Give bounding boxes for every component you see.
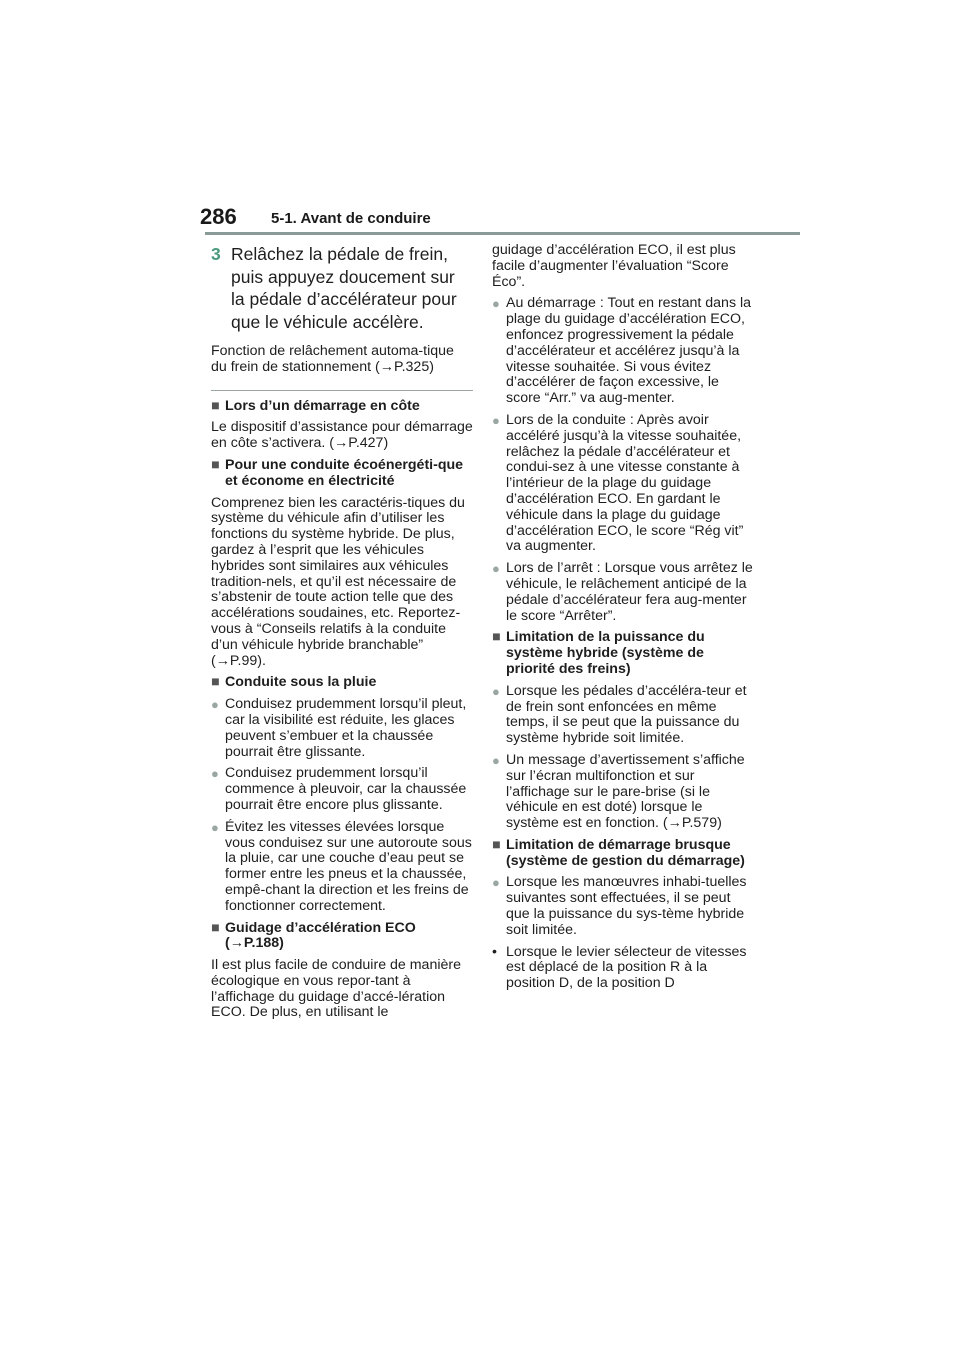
heading-rain: ■ Conduite sous la pluie — [211, 674, 377, 691]
step-3 — [211, 243, 473, 333]
list-item: ● Lors de l’arrêt : Lorsque vous arrêtez le véhicule, le relâchement anticipé de la pédale d’accélérateur fera aug-menter le score “Arrêter”. — [492, 560, 753, 624]
eco-guidance-body: Il est plus facile de conduire de manière écologique en vous repor-tant à l’affichage du guidage d’accé-lération ECO. De plus, en utilisant le — [211, 957, 461, 1021]
step-text: Relâchez la pédale de frein, puis appuyez doucement sur la pédale d’accélérateur pour que le véhicule accélère. — [231, 244, 457, 332]
list-item: ● Conduisez prudemment lorsqu’il commence à pleuvoir, car la chaussée pourrait être encore plus glissante. — [211, 765, 467, 813]
dot-bullet-icon: ● — [492, 412, 500, 428]
dot-bullet-icon: ● — [492, 752, 500, 768]
heading-hill-start: ■ Lors d’un démarrage en côte — [211, 397, 420, 414]
dot-bullet-icon: ● — [492, 683, 500, 699]
list-item: ● Lors de la conduite : Après avoir accéléré jusqu’à la vitesse souhaitée, relâchez la pédale d’accélérateur et condui-sez à une vitesse constante à l’intérieur de la plage du guidage d’accélération ECO. En gardant le véhicule dans la plage du guidage d’accélération ECO, le score “Rég vit” va augmenter. — [492, 411, 744, 555]
step-number: 3 — [211, 244, 221, 264]
list-item: ● Lorsque les manœuvres inhabi-tuelles suivantes sont effectuées, il se peut que la puissance du sys-tème hybride soit limitée. — [492, 874, 747, 938]
square-bullet-icon: ■ — [211, 397, 220, 414]
heading-eco-driving: ■ Pour une conduite écoénergéti-que et économe en électricité — [211, 456, 464, 489]
eco-guidance-continued: guidage d’accélération ECO, il est plus facile d’augmenter l’évaluation “Score Éco”. — [492, 242, 736, 290]
eco-driving-body: Comprenez bien les caractéris-tiques du système du véhicule afin d’utiliser les fonctions du système hybride. De plus, gardez à l’esprit que les véhicules hybrides sont similaires aux véhicules tradition-nels, et qu’il est nécessaire de s’abstenir de toute action telle que des accélérations soudaines, etc. Reportez-vous à “Conseils relatifs à la conduite d’un véhicule hybride branchable” (→P.99). — [211, 494, 465, 669]
list-item: ● Évitez les vitesses élevées lorsque vous conduisez sur une autoroute sous la pluie, car une couche d’eau peut se former entre les pneus et la chaussée, empê-chant la direction et les freins de fonctionner correctement. — [211, 818, 472, 914]
page-header — [200, 204, 800, 234]
heading-start-control: ■ Limitation de démarrage brusque (système de gestion du démarrage) — [492, 836, 745, 869]
header-rule — [205, 232, 800, 235]
right-column — [492, 243, 754, 998]
dot-bullet-icon: ● — [211, 766, 219, 782]
dot-bullet-icon: ● — [492, 875, 500, 891]
list-item: ● Conduisez prudemment lorsqu’il pleut, car la visibilité est réduite, les glaces peuvent s’embuer et la chaussée pourrait être glissante. — [211, 696, 467, 760]
divider — [211, 390, 473, 391]
square-bullet-icon: ■ — [211, 456, 220, 473]
square-bullet-icon: ■ — [492, 629, 501, 646]
dot-bullet-icon: ● — [492, 296, 500, 312]
heading-brake-priority: ■ Limitation de la puissance du système hybride (système de priorité des freins) — [492, 629, 705, 677]
dot-bullet-icon: ● — [211, 819, 219, 835]
list-item: ● Lorsque les pédales d’accéléra-teur et de frein sont enfoncées en même temps, il se peut que la puissance du système hybride soit limitée. — [492, 682, 747, 747]
square-bullet-icon: ■ — [211, 674, 220, 691]
left-column — [211, 243, 473, 1027]
list-item: ● Au démarrage : Tout en restant dans la plage du guidage d’accélération ECO, enfoncez progressivement la pédale d’accélérateur et accélérez jusqu’à la vitesse souhaitée. Si vous évitez d’accélérer de façon excessive, le score “Arr.” va aug-menter. — [492, 295, 752, 407]
step-note: Fonction de relâchement automa-tique du frein de stationnement (→P.325) — [211, 343, 454, 375]
page-number: 286 — [200, 204, 237, 229]
list-item: ● Un message d’avertissement s’affiche sur l’écran multifonction et sur l’affichage sur le pare-brise (si le véhicule en est doté) lorsque le système est en fonction. (→P.579) — [492, 751, 745, 832]
square-bullet-icon: ■ — [211, 919, 220, 936]
sub-list-item: • Lorsque le levier sélecteur de vitesses est déplacé de la position R à la position D, de la position D — [492, 943, 747, 992]
heading-eco-guidance: ■ Guidage d’accélération ECO (→P.188) — [211, 919, 416, 952]
hill-start-body: Le dispositif d’assistance pour démarrage en côte s’activera. (→P.427) — [211, 419, 473, 452]
dot-bullet-icon: ● — [211, 697, 219, 713]
dot-bullet-icon: ● — [492, 561, 500, 577]
section-title: 5-1. Avant de conduire — [271, 210, 431, 227]
square-bullet-icon: ■ — [492, 836, 501, 853]
small-bullet-icon: • — [492, 943, 497, 960]
